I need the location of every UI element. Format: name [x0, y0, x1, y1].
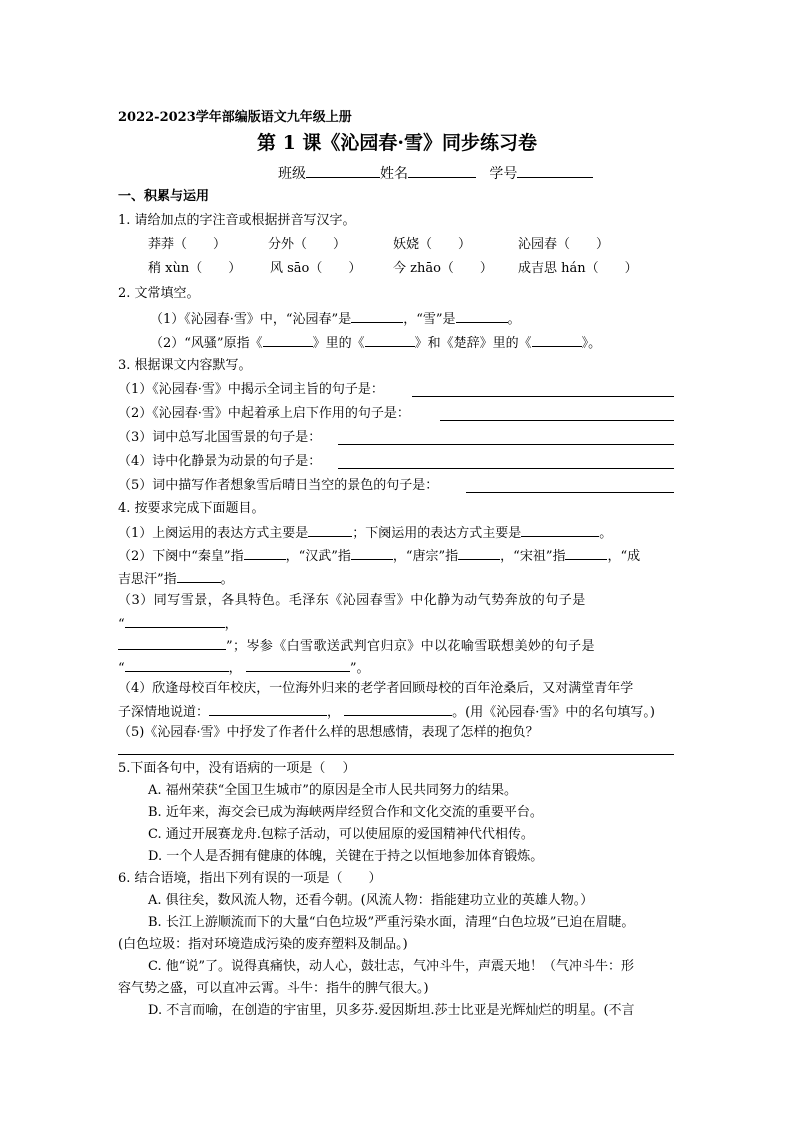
- q4-line-3b: “ ，: [118, 614, 238, 634]
- question-1-stem: 1. 请给加点的字注音或根据拼音写汉字。: [118, 213, 356, 228]
- answer-blank[interactable]: [565, 546, 607, 560]
- q4-line-2-cont: 吉思汗”指 。: [118, 569, 234, 589]
- q1-item-5: 稍 xùn（ ）: [148, 261, 242, 276]
- answer-blank[interactable]: [458, 546, 500, 560]
- answer-blank[interactable]: [244, 546, 286, 560]
- q5-option-a[interactable]: A. 福州荣获“全国卫生城市”的原因是全市人民共同努力的结果。: [148, 783, 517, 798]
- answer-line[interactable]: [118, 754, 674, 755]
- q5-option-c[interactable]: C. 通过开展赛龙舟.包粽子活动，可以使屈原的爱国精神代代相传。: [148, 827, 534, 842]
- answer-blank[interactable]: [351, 309, 403, 323]
- section-heading: 一、积累与运用: [118, 189, 210, 204]
- answer-blank[interactable]: [125, 658, 229, 672]
- q4-line-3: （3）同写雪景，各具特色。毛泽东《沁园春雪》中化静为动气势奔放的句子是: [118, 593, 586, 608]
- q4-line-4: （4）欣逢母校百年校庆，一位海外归来的老学者回顾母校的百年沧桑后，又对满堂青年学: [118, 681, 634, 696]
- answer-blank[interactable]: [125, 614, 225, 628]
- q2-line-1: （1）《沁园春·雪》中，“沁园春”是 ，“雪”是 。: [150, 309, 521, 329]
- id-label: 学号: [489, 166, 518, 182]
- q3-item-2: （2）《沁园春·雪》中起着承上启下作用的句子是：: [118, 406, 410, 421]
- answer-blank[interactable]: [177, 569, 221, 583]
- question-2-stem: 2. 文常填空。: [118, 286, 200, 301]
- name-label: 姓名: [380, 166, 408, 182]
- worksheet-subtitle: 2022-2023学年部编版语文九年级上册: [118, 110, 352, 125]
- class-label: 班级: [278, 166, 306, 182]
- q4-line-3d: “ ， ”。: [118, 658, 369, 678]
- q4-line-5: （5)《沁园春·雪》中抒发了作者什么样的思想感情，表现了怎样的抱负？: [118, 725, 539, 740]
- q5-option-d[interactable]: D. 一个人是否拥有健康的体魄，关键在于持之以恒地参加体育锻炼。: [148, 849, 544, 864]
- answer-line[interactable]: [412, 396, 674, 397]
- q3-item-4: （4）诗中化静景为动景的句子是：: [118, 454, 322, 469]
- q1-item-4: 沁园春（ ）: [518, 237, 610, 252]
- q4-line-2: （2）下阕中“秦皇”指 ，“汉武”指 ，“唐宗”指 ，“宋祖”指 ，“成: [118, 546, 640, 566]
- q6-option-b-cont: (白色垃圾：指对环境造成污染的废弃塑料及制品。): [118, 937, 408, 952]
- answer-blank[interactable]: [263, 333, 313, 347]
- answer-blank[interactable]: [209, 702, 327, 716]
- q6-option-c[interactable]: C. 他“说”了。说得真痛快，动人心，鼓壮志，气冲斗牛，声震天地！（气冲斗牛：形: [148, 959, 635, 974]
- answer-blank[interactable]: [456, 309, 508, 323]
- student-info-line: [278, 164, 593, 183]
- answer-blank[interactable]: [351, 546, 393, 560]
- question-3-stem: 3. 根据课文内容默写。: [118, 358, 252, 373]
- class-blank[interactable]: [306, 164, 380, 178]
- q6-option-d[interactable]: D. 不言而喻，在创造的宇宙里，贝多芬.爱因斯坦.莎士比亚是光辉灿烂的明星。(不言: [148, 1003, 635, 1018]
- q4-line-4b: 子深情地说道： ， 。(用《沁园春·雪》中的名句填写。): [118, 702, 655, 722]
- q6-option-a[interactable]: A. 俱往矣，数风流人物，还看今朝。(风流人物：指能建功立业的英雄人物。）: [148, 893, 594, 908]
- q1-item-7: 今 zhāo（ ）: [393, 261, 493, 276]
- q5-option-b[interactable]: B. 近年来，海交会已成为海峡两岸经贸合作和文化交流的重要平台。: [148, 805, 543, 820]
- question-6-stem: 6. 结合语境，指出下列有误的一项是（ ）: [118, 871, 382, 886]
- q3-item-3: （3）词中总写北国雪景的句子是：: [118, 430, 322, 445]
- question-4-stem: 4. 按要求完成下面题目。: [118, 501, 265, 516]
- q4-line-1: （1）上阕运用的表达方式主要是 ；下阕运用的表达方式主要是 。: [118, 523, 612, 543]
- answer-blank[interactable]: [521, 523, 599, 537]
- answer-line[interactable]: [338, 468, 674, 469]
- q4-line-3c: ”；岑参《白雪歌送武判官归京》中以花喻雪联想美妙的句子是: [118, 636, 595, 656]
- answer-blank[interactable]: [246, 658, 350, 672]
- q6-option-c-cont: 容气势之盛，可以直冲云霄。斗牛：指牛的脾气很大。): [118, 981, 429, 996]
- q1-item-3: 妖娆（ ）: [393, 237, 472, 252]
- q1-item-8: 成吉思 hán（ ）: [518, 261, 638, 276]
- q1-item-6: 风 sāo（ ）: [270, 261, 362, 276]
- answer-line[interactable]: [338, 444, 674, 445]
- name-blank[interactable]: [408, 164, 476, 178]
- answer-blank[interactable]: [344, 702, 452, 716]
- q1-item-1: 莽莽（ ）: [148, 237, 227, 252]
- page-title: 第 1 课《沁园春·雪》同步练习卷: [256, 132, 538, 154]
- question-5-stem: 5.下面各句中，没有语病的一项是（ ）: [118, 761, 356, 776]
- answer-blank[interactable]: [365, 333, 415, 347]
- q1-item-2: 分外（ ）: [268, 237, 347, 252]
- q3-item-5: （5）词中描写作者想象雪后晴日当空的景色的句子是：: [118, 478, 439, 493]
- q2-line-2: （2）“风骚”原指《 》里的《 》和《楚辞》里的《 》。: [150, 333, 601, 353]
- answer-line[interactable]: [466, 492, 674, 493]
- answer-blank[interactable]: [532, 333, 582, 347]
- answer-blank[interactable]: [118, 636, 226, 650]
- id-blank[interactable]: [517, 164, 593, 178]
- answer-line[interactable]: [440, 420, 674, 421]
- q6-option-b[interactable]: B. 长江上游顺流而下的大量“白色垃圾”严重污染水面，清理“白色垃圾”已迫在眉睫。: [148, 915, 635, 930]
- q3-item-1: （1）《沁园春·雪》中揭示全词主旨的句子是：: [118, 382, 384, 397]
- answer-blank[interactable]: [308, 523, 352, 537]
